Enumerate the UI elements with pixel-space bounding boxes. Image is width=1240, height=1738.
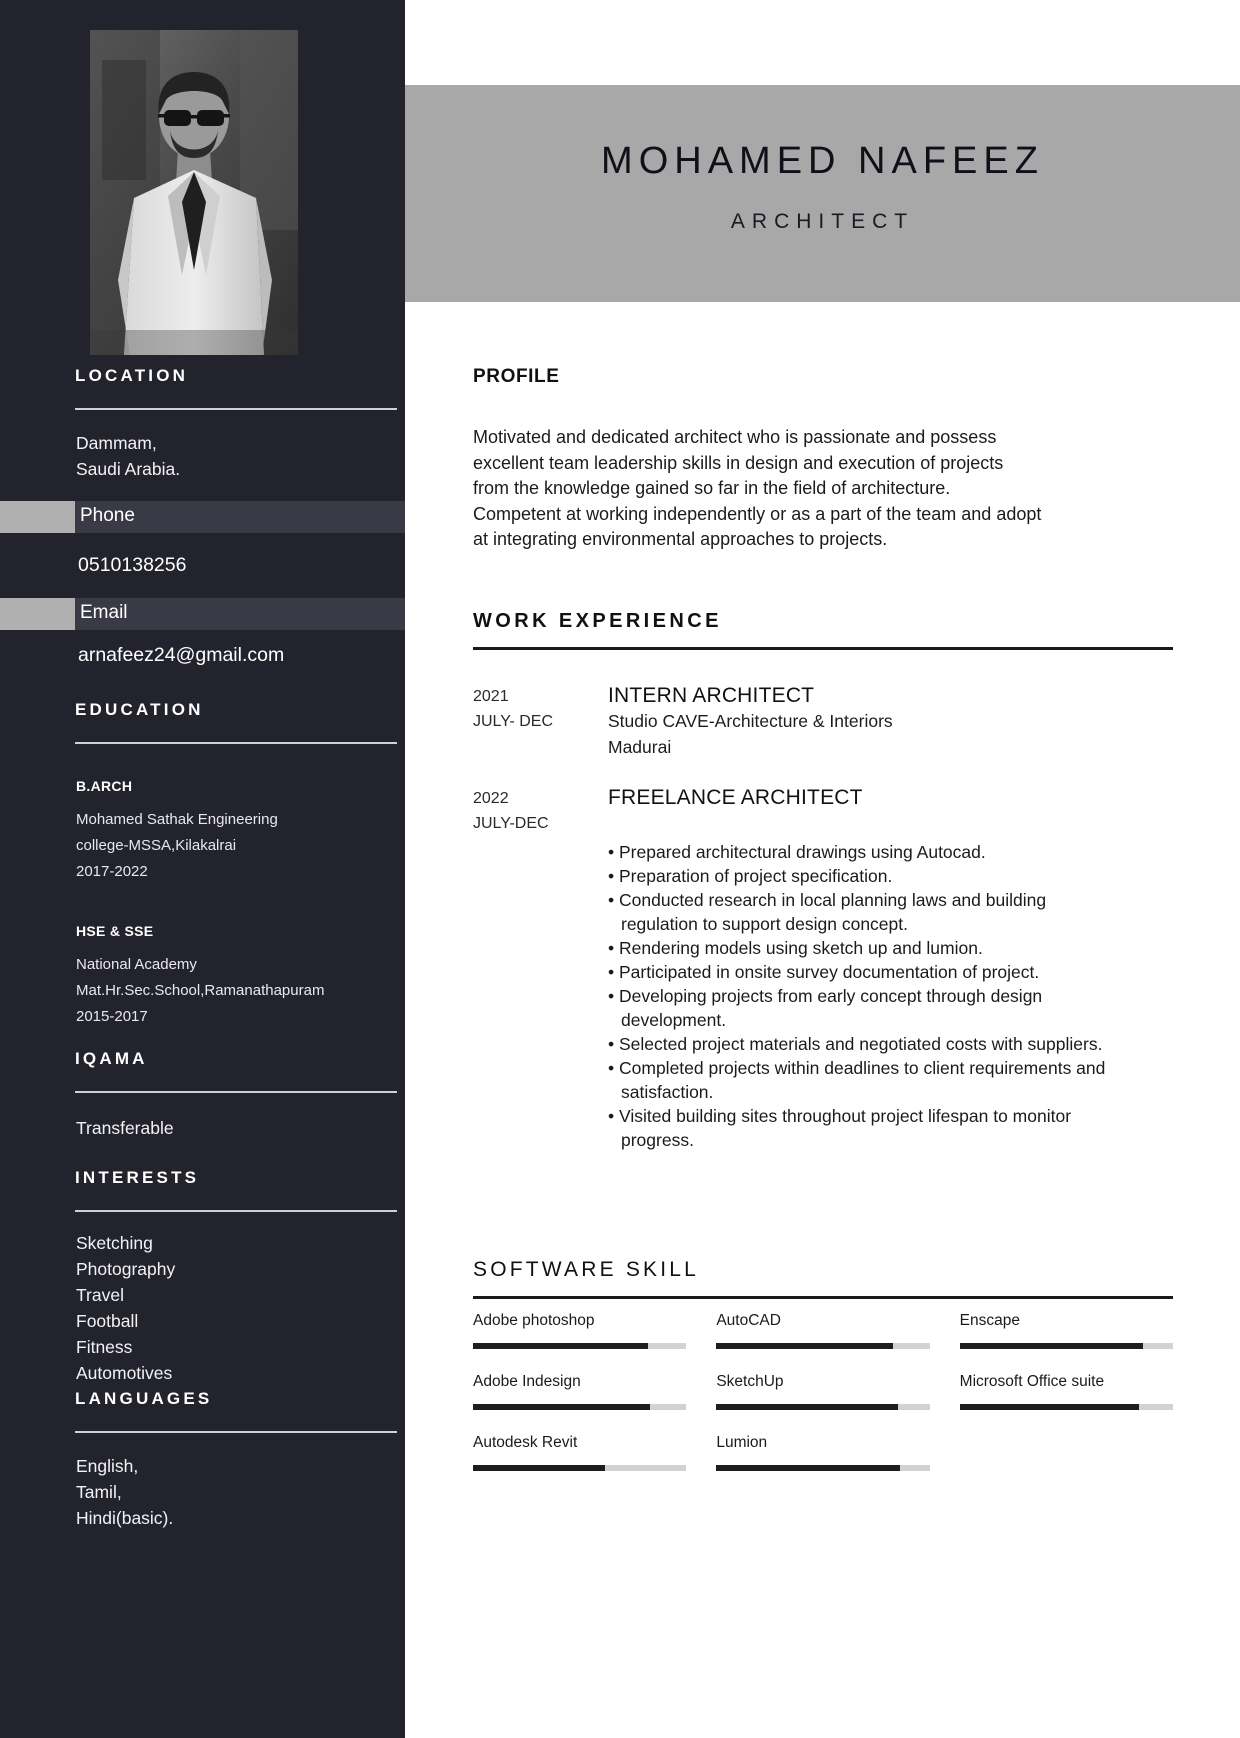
skill-fill [716, 1465, 899, 1471]
list-item: English, [76, 1456, 139, 1476]
skill-grid [473, 1312, 1173, 1471]
skill-item [960, 1312, 1173, 1349]
list-item: • Rendering models using sketch up and lumion. [608, 938, 983, 958]
job-details [608, 786, 1173, 810]
education-divider [75, 742, 397, 744]
phone-label: Phone [80, 505, 135, 526]
education-detail: 2015-2017 [76, 1008, 148, 1025]
list-item: • Prepared architectural drawings using Autocad. [608, 842, 986, 862]
skill-track [473, 1404, 686, 1410]
job-months: JULY- DEC [473, 713, 554, 730]
skill-item [473, 1434, 686, 1471]
avatar [90, 30, 298, 355]
page-title: MOHAMED NAFEEZ [601, 140, 1044, 182]
skill-label: Microsoft Office suite [959, 1373, 1105, 1390]
email-label: Email [80, 602, 128, 623]
iqama-value: Transferable [76, 1118, 174, 1138]
skill-fill [960, 1404, 1139, 1410]
list-item: • Developing projects from early concept through design development. [608, 986, 1043, 1030]
iqama-section [0, 1049, 405, 1141]
skill-fill [473, 1465, 605, 1471]
education-detail: National Academy [76, 956, 197, 973]
skill-item [473, 1373, 686, 1410]
work-experience-heading: WORK EXPERIENCE [473, 610, 722, 632]
skill-label: Lumion [716, 1434, 768, 1451]
skill-fill [960, 1343, 1143, 1349]
email-value[interactable]: arnafeez24@gmail.com [78, 644, 285, 666]
interests-heading: INTERESTS [75, 1168, 200, 1187]
profile-text: Motivated and dedicated architect who is passionate and possess excellent team leadership skills in design and execution of projects from the knowledge gained so far in the field of architecture. Competent at working independently or as a part of the team and adopt at integrating environmental approaches to projects. [473, 427, 1042, 549]
list-item: Automotives [76, 1363, 173, 1383]
interests-section [0, 1168, 405, 1386]
list-item: Football [76, 1311, 139, 1331]
skill-fill [716, 1404, 897, 1410]
skill-label: Adobe Indesign [473, 1373, 581, 1390]
education-heading: EDUCATION [75, 700, 204, 719]
job-months: JULY-DEC [473, 815, 549, 832]
skill-item [960, 1373, 1173, 1410]
skill-track [473, 1465, 686, 1471]
skill-label: SketchUp [716, 1373, 784, 1390]
main-content [405, 0, 1240, 1738]
list-item: • Participated in onsite survey documentation of project. [608, 962, 1040, 982]
location-line-1: Dammam, [76, 433, 157, 453]
name-header-band [405, 85, 1240, 302]
skill-track [960, 1343, 1173, 1349]
education-entry-barch [0, 778, 405, 885]
list-item: • Preparation of project specification. [608, 866, 893, 886]
skill-track [473, 1343, 686, 1349]
list-item: Tamil, [76, 1482, 122, 1502]
work-experience-divider [473, 647, 1173, 650]
list-item: • Visited building sites throughout project lifespan to monitor progress. [608, 1106, 1072, 1150]
software-skill-section [473, 1258, 1173, 1299]
education-detail: college-MSSA,Kilakalrai [76, 837, 237, 854]
education-detail: Mohamed Sathak Engineering [76, 811, 278, 828]
education-degree: HSE & SSE [76, 923, 154, 939]
skill-item [716, 1373, 929, 1410]
location-divider [75, 408, 397, 410]
job-year: 2021 [473, 688, 509, 705]
job-city: Madurai [608, 737, 672, 757]
skill-fill [473, 1343, 648, 1349]
skill-track [716, 1465, 929, 1471]
skill-label: AutoCAD [716, 1312, 781, 1329]
job-title-subtitle: ARCHITECT [730, 210, 915, 233]
location-heading: LOCATION [75, 366, 189, 385]
languages-heading: LANGUAGES [75, 1389, 213, 1408]
job-company: Studio CAVE-Architecture & Interiors [608, 711, 893, 731]
list-item: • Completed projects within deadlines to client requirements and satisfaction. [608, 1058, 1106, 1102]
skill-item-empty [960, 1434, 1173, 1471]
location-line-2: Saudi Arabia. [76, 459, 181, 479]
location-section [0, 366, 405, 482]
job-dates [473, 684, 593, 734]
skill-label: Autodesk Revit [473, 1434, 578, 1451]
job-title: INTERN ARCHITECT [608, 684, 815, 707]
email-label-strip [0, 598, 405, 630]
iqama-divider [75, 1091, 397, 1093]
job-details [608, 684, 1173, 760]
languages-section [0, 1389, 405, 1531]
job-responsibilities-list [608, 840, 1108, 1152]
education-detail: Mat.Hr.Sec.School,Ramanathapuram [76, 982, 325, 999]
skill-track [716, 1343, 929, 1349]
job-title: FREELANCE ARCHITECT [608, 786, 863, 809]
education-degree: B.ARCH [76, 778, 133, 794]
skill-fill [473, 1404, 650, 1410]
list-item: Sketching [76, 1233, 153, 1253]
education-entry-hse [0, 923, 405, 1030]
list-item: Hindi(basic). [76, 1508, 174, 1528]
skill-item [473, 1312, 686, 1349]
email-chip [0, 598, 75, 630]
sidebar [0, 0, 405, 1738]
interests-divider [75, 1210, 397, 1212]
work-experience-section [473, 610, 1173, 650]
skill-track [716, 1404, 929, 1410]
iqama-heading: IQAMA [75, 1049, 148, 1068]
profile-heading: PROFILE [473, 366, 560, 387]
software-skill-divider [473, 1296, 1173, 1299]
languages-divider [75, 1431, 397, 1433]
list-item: • Conducted research in local planning laws and building regulation to support design concept. [608, 890, 1047, 934]
education-section [0, 700, 405, 744]
job-dates [473, 786, 593, 836]
list-item: Travel [76, 1285, 124, 1305]
list-item: Fitness [76, 1337, 133, 1357]
skill-label: Enscape [959, 1312, 1020, 1329]
skill-item [716, 1312, 929, 1349]
skill-item [716, 1434, 929, 1471]
education-detail: 2017-2022 [76, 863, 148, 880]
skill-track [960, 1404, 1173, 1410]
list-item: • Selected project materials and negotiated costs with suppliers. [608, 1034, 1103, 1054]
skill-fill [716, 1343, 893, 1349]
phone-value[interactable]: 0510138256 [78, 554, 187, 576]
phone-label-strip [0, 501, 405, 533]
job-year: 2022 [473, 790, 509, 807]
list-item: Photography [76, 1259, 176, 1279]
portrait-photo-icon [90, 30, 298, 355]
phone-chip [0, 501, 75, 533]
skill-label: Adobe photoshop [473, 1312, 595, 1329]
profile-text-block [473, 425, 1043, 553]
software-skill-heading: SOFTWARE SKILL [473, 1258, 700, 1281]
profile-section [473, 366, 1173, 388]
